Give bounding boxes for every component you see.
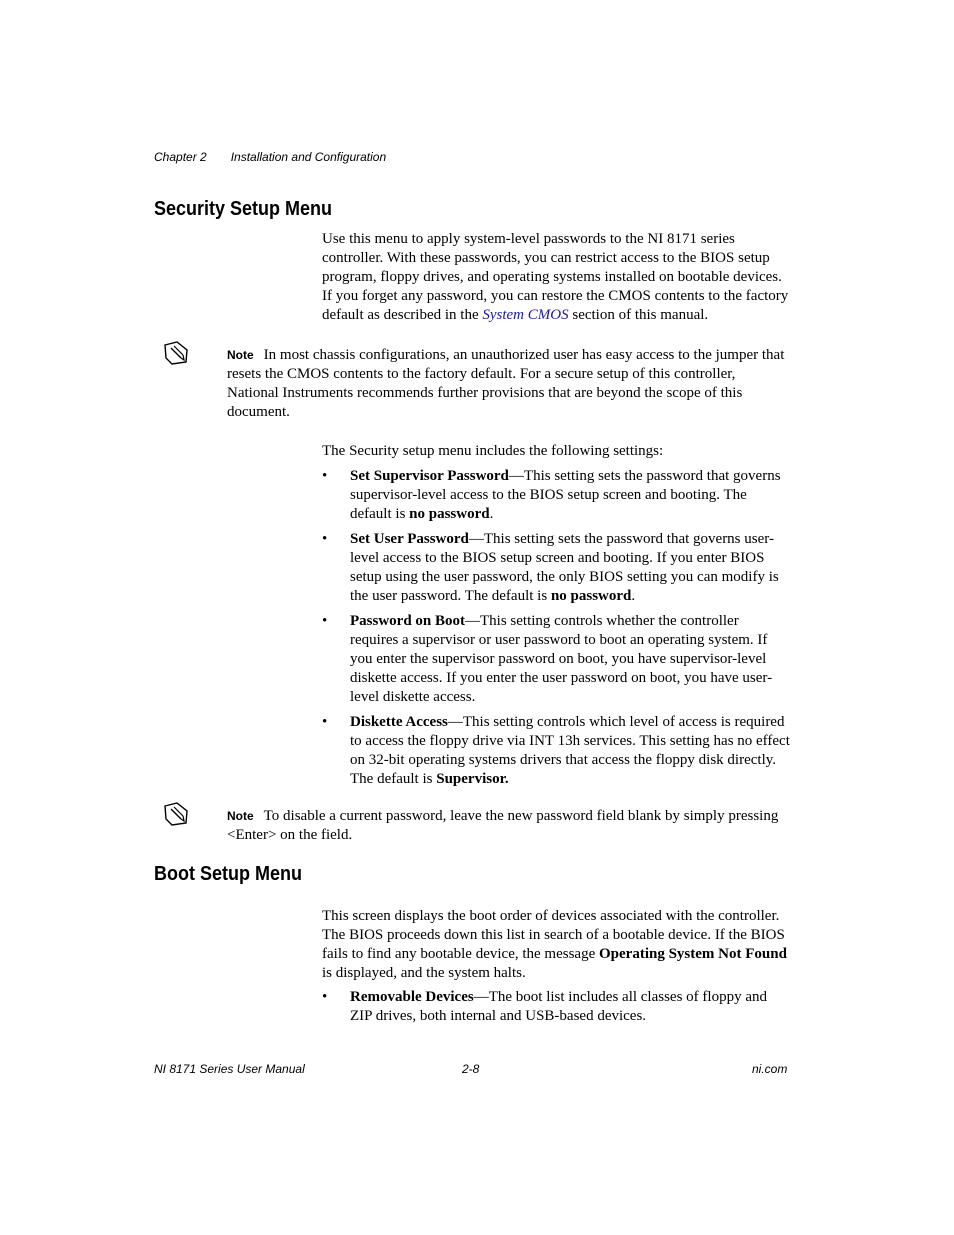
note-pencil-icon — [162, 340, 190, 366]
list-item: • Removable Devices—The boot list includes all classes of floppy and ZIP drives, both internal and USB-based devices. — [322, 989, 767, 1024]
chapter-title: Installation and Configuration — [230, 150, 387, 164]
note-label: Note — [227, 348, 254, 362]
list-item: • Set User Password—This setting sets the password that governs user-level access to the BIOS setup screen and booting. If you enter BIOS setup using the user password, the only BIOS setting you can modify is the user password. The default is no password. — [322, 531, 779, 604]
footer-manual-title: NI 8171 Series User Manual — [154, 1062, 305, 1076]
list-item: • Diskette Access—This setting controls which level of access is required to access the floppy drive via INT 13h services. This setting has no effect on 32-bit operating systems drivers that access the floppy disk directly. The default is Supervisor. — [322, 714, 790, 787]
note-pencil-icon — [162, 801, 190, 827]
chapter-label: Chapter 2 — [154, 150, 207, 164]
running-header — [154, 150, 386, 164]
boot-intro: This screen displays the boot order of devices associated with the controller. The BIOS proceeds down this list in search of a bootable device. If the BIOS fails to find any bootable device, the message Operating System Not Found is displayed, and the system halts. — [322, 908, 787, 981]
system-cmos-link[interactable]: System CMOS — [482, 307, 569, 323]
note-chassis-security: Note In most chassis configurations, an unauthorized user has easy access to the jumper that resets the CMOS contents to the factory default. For a secure setup of this controller, National Instruments recommends further provisions that are beyond the scope of this document. — [227, 347, 785, 420]
list-item: • Set Supervisor Password—This setting sets the password that governs supervisor-level access to the BIOS setup screen and booting. The default is no password. — [322, 468, 781, 522]
list-item: • Password on Boot—This setting controls whether the controller requires a supervisor or user password to boot an operating system. If you enter the supervisor password on boot, you have supervisor-level diskette access. If you enter the user password on boot, you have user-level diskette access. — [322, 613, 773, 705]
note-disable-password: Note To disable a current password, leave the new password field blank by simply pressing <Enter> on the field. — [227, 808, 779, 843]
footer-website[interactable]: ni.com — [752, 1062, 788, 1076]
footer-page-number: 2-8 — [462, 1062, 480, 1076]
boot-settings-list — [322, 988, 790, 1032]
security-intro: Use this menu to apply system-level passwords to the NI 8171 series controller. With these passwords, you can restrict access to the BIOS setup program, floppy drives, and operating systems installed on bootable devices. If you forget any password, you can restore the CMOS contents to the factory default as described in the System CMOS section of this manual. — [322, 231, 789, 323]
settings-intro: The Security setup menu includes the following settings: — [322, 443, 664, 459]
boot-setup-heading: Boot Setup Menu — [154, 863, 302, 885]
security-setup-heading: Security Setup Menu — [154, 198, 333, 220]
note-label: Note — [227, 809, 254, 823]
security-settings-list — [322, 467, 790, 795]
